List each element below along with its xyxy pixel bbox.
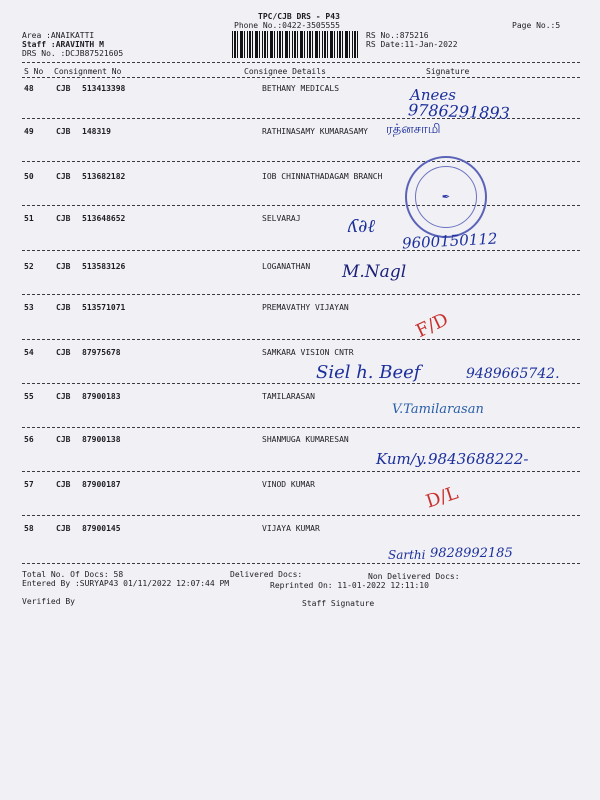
row-cjb: CJB	[56, 214, 71, 223]
row-consignment-no: 513583126	[82, 262, 126, 271]
row-consignment-no: 87900138	[82, 435, 121, 444]
barcode	[232, 31, 360, 58]
delivered-docs: Delivered Docs:	[230, 570, 303, 579]
signature-row-58-name: Sarthi	[388, 548, 426, 562]
row-cjb: CJB	[56, 348, 71, 357]
signature-row-56-phone: 9843688222-	[428, 450, 529, 468]
divider	[22, 515, 580, 516]
row-cjb: CJB	[56, 262, 71, 271]
staff-signature-label: Staff Signature	[302, 599, 375, 608]
divider	[22, 250, 580, 251]
signature-row-51-phone: 9600150112	[401, 229, 498, 253]
row-sno: 48	[24, 84, 34, 93]
divider	[22, 205, 580, 206]
signature-row-48-name: Anees	[410, 86, 456, 104]
stamp-mark: ✒	[441, 192, 451, 203]
row-cjb: CJB	[56, 127, 71, 136]
divider	[22, 383, 580, 384]
row-cjb: CJB	[56, 392, 71, 401]
signature-row-58-phone: 9828992185	[430, 546, 513, 561]
row-sno: 55	[24, 392, 34, 401]
column-header-consignment: Consignment No	[54, 67, 122, 76]
row-sno: 49	[24, 127, 34, 136]
divider	[22, 427, 580, 428]
row-cjb: CJB	[56, 480, 71, 489]
row-cjb: CJB	[56, 524, 71, 533]
note-row-57: D/L	[423, 482, 461, 513]
row-sno: 57	[24, 480, 34, 489]
signature-row-48-phone: 9786291893	[407, 100, 511, 123]
phone-number: Phone No.:0422-3505555	[234, 21, 340, 30]
divider	[22, 294, 580, 295]
row-consignment-no: 148319	[82, 127, 111, 136]
row-consignment-no: 87900187	[82, 480, 121, 489]
reprinted-on: Reprinted On: 11-01-2022 12:11:10	[270, 581, 429, 590]
row-sno: 58	[24, 524, 34, 533]
row-sno: 53	[24, 303, 34, 312]
row-sno: 50	[24, 172, 34, 181]
row-consignee: VINOD KUMAR	[262, 480, 315, 489]
signature-row-54-name: Siel h. Beef	[316, 362, 421, 383]
page-number: Page No.:5	[512, 21, 561, 30]
divider	[22, 62, 580, 63]
row-consignee: SELVARAJ	[262, 214, 301, 223]
area-label: Area :ANAIKATTI	[22, 31, 95, 40]
bank-stamp	[405, 156, 487, 238]
total-docs: Total No. Of Docs: 58	[22, 570, 124, 579]
row-consignee: RATHINASAMY KUMARASAMY	[262, 127, 368, 136]
signature-row-56-name: Kum/y.	[376, 450, 428, 468]
divider	[22, 77, 580, 78]
column-header-signature: Signature	[426, 67, 470, 76]
row-sno: 52	[24, 262, 34, 271]
divider	[22, 161, 580, 162]
row-sno: 56	[24, 435, 34, 444]
rs-date: RS Date:11-Jan-2022	[366, 40, 458, 49]
signature-row-51-scribble: ʎ∂ℓ	[348, 216, 375, 237]
row-consignment-no: 513571071	[82, 303, 126, 312]
note-row-53: F/D	[412, 309, 452, 343]
signature-row-52: M.Nagl	[342, 262, 407, 282]
signature-row-55: V.Tamilarasan	[392, 402, 484, 417]
row-cjb: CJB	[56, 435, 71, 444]
signature-row-49: ரத்னசாமி	[386, 122, 441, 137]
entered-by: Entered By :SURYAP43 01/11/2022 12:07:44 PM	[22, 579, 230, 588]
verified-by-label: Verified By	[22, 597, 75, 606]
row-consignment-no: 87900145	[82, 524, 121, 533]
row-consignment-no: 513682182	[82, 172, 126, 181]
row-consignee: BETHANY MEDICALS	[262, 84, 340, 93]
row-cjb: CJB	[56, 303, 71, 312]
row-sno: 54	[24, 348, 34, 357]
row-consignment-no: 513648652	[82, 214, 126, 223]
column-header-consignee: Consignee Details	[244, 67, 326, 76]
drs-number: DRS No. :DCJB87521605	[22, 49, 124, 58]
report-title: TPC/CJB DRS - P43	[258, 12, 340, 21]
non-delivered-docs: Non Delivered Docs:	[368, 572, 460, 581]
row-cjb: CJB	[56, 172, 71, 181]
divider	[22, 339, 580, 340]
row-consignee: SHANMUGA KUMARESAN	[262, 435, 349, 444]
staff-label: Staff :ARAVINTH M	[22, 40, 104, 49]
divider	[22, 471, 580, 472]
row-cjb: CJB	[56, 84, 71, 93]
row-consignee: SAMKARA VISION CNTR	[262, 348, 354, 357]
row-consignee: PREMAVATHY VIJAYAN	[262, 303, 349, 312]
row-consignment-no: 87975678	[82, 348, 121, 357]
row-consignee: VIJAYA KUMAR	[262, 524, 320, 533]
row-consignee: LOGANATHAN	[262, 262, 311, 271]
rs-number: RS No.:875216	[366, 31, 429, 40]
row-consignment-no: 87900183	[82, 392, 121, 401]
signature-row-54-phone: 9489665742.	[466, 366, 560, 382]
row-consignment-no: 513413398	[82, 84, 126, 93]
divider	[22, 563, 580, 564]
column-header-sno: S No	[24, 67, 44, 76]
row-consignee: TAMILARASAN	[262, 392, 315, 401]
row-sno: 51	[24, 214, 34, 223]
row-consignee: IOB CHINNATHADAGAM BRANCH	[262, 172, 383, 181]
